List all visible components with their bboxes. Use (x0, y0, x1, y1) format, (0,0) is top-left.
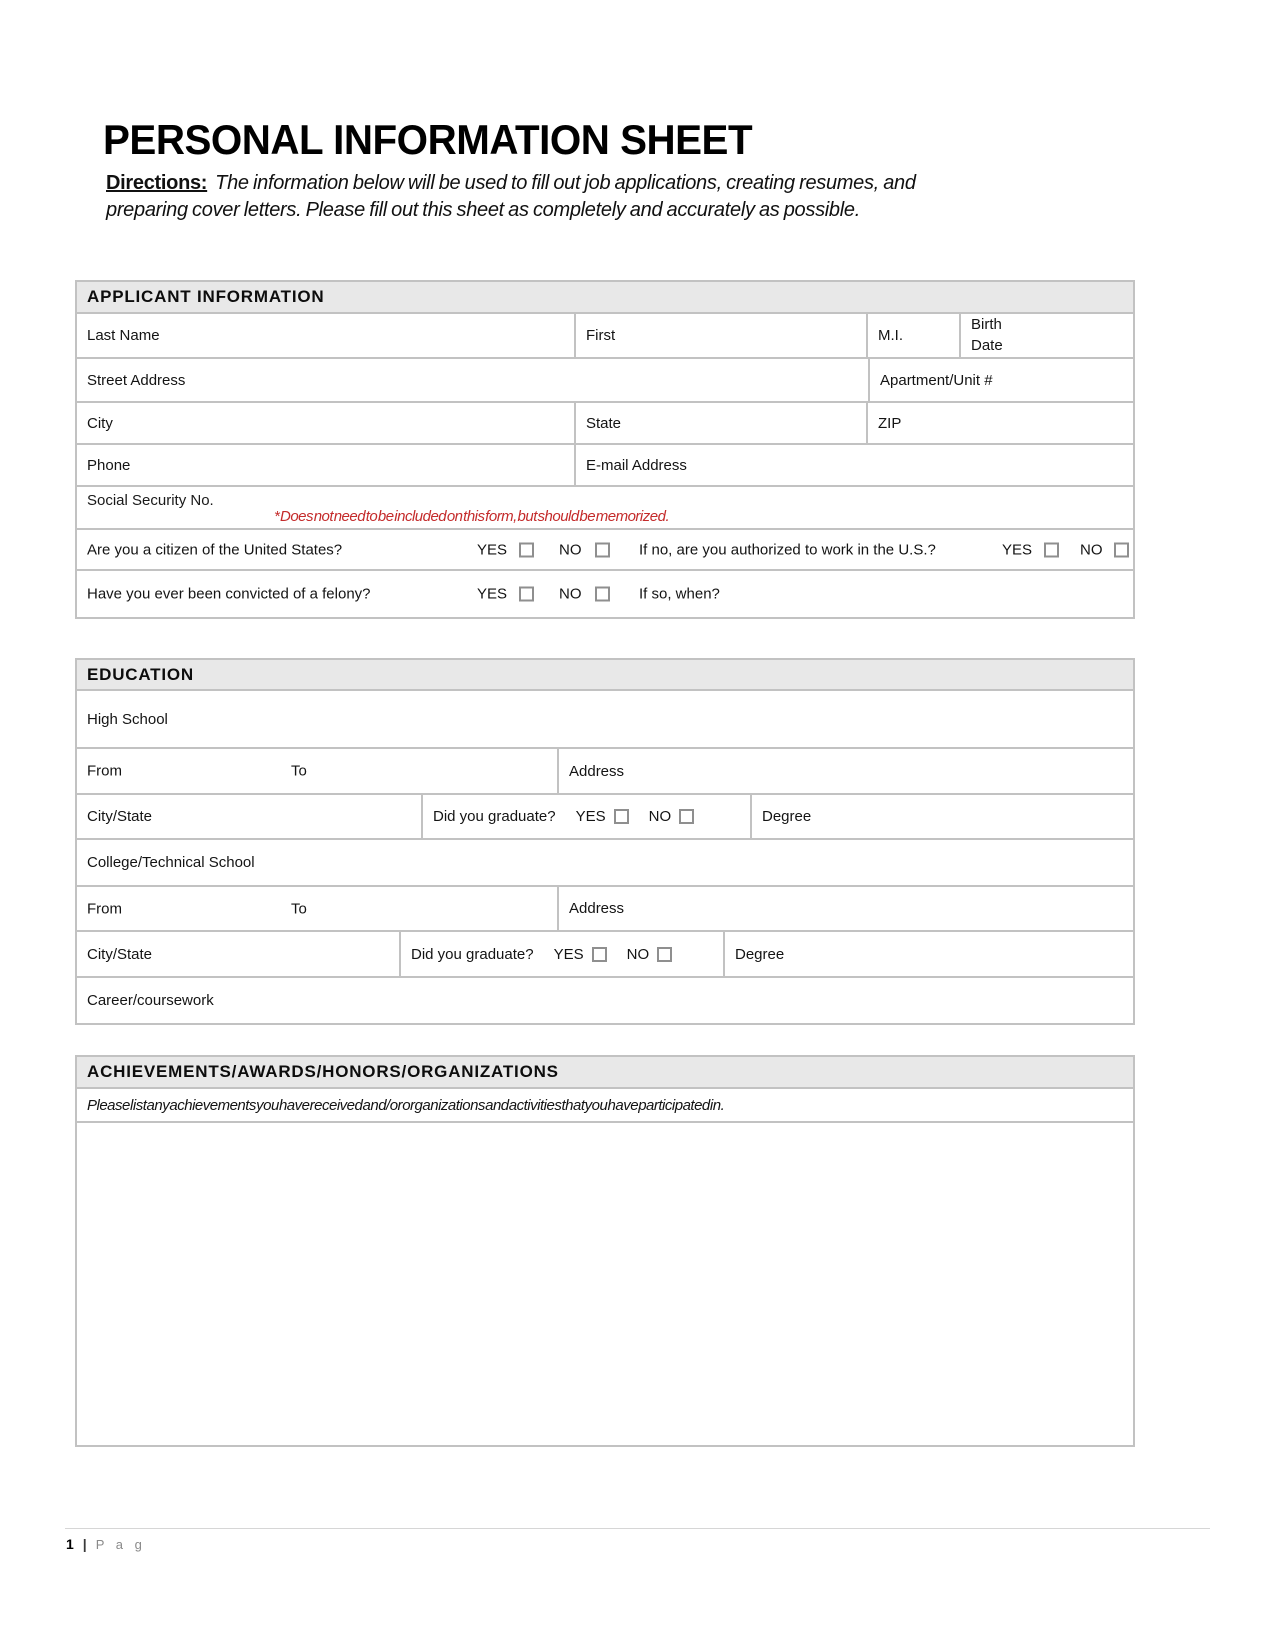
last-name-field[interactable] (77, 314, 574, 357)
hs-degree-label: Degree (762, 808, 812, 825)
high-school-row[interactable] (77, 689, 1133, 747)
street-address-row (77, 357, 1133, 401)
college-city-state-label: City/State (87, 945, 153, 963)
hs-graduate-yes-label: YES (575, 808, 606, 825)
citizen-yes-checkbox[interactable] (519, 542, 534, 557)
high-school-label: High School (87, 710, 168, 728)
felony-question-label: Have you ever been convicted of a felony? (87, 585, 371, 603)
college-graduate-question: Did you graduate? (411, 945, 534, 963)
achievements-section-header (77, 1057, 1133, 1087)
page-footer (66, 1536, 146, 1552)
street-address-field[interactable] (77, 359, 868, 401)
middle-initial-label: M.I. (878, 327, 903, 344)
footer-page-label: P a g (95, 1537, 146, 1552)
ssn-red-note: * Does not need to be included on this form, but should be memorized. (274, 508, 670, 525)
college-graduate-yes-checkbox[interactable] (592, 947, 607, 962)
hs-graduate-no-checkbox[interactable] (679, 809, 694, 824)
authorized-no-checkbox[interactable] (1114, 542, 1129, 557)
felony-yes-checkbox[interactable] (519, 587, 534, 602)
education-section-title: EDUCATION (87, 664, 194, 684)
high-school-field[interactable] (77, 691, 1133, 747)
education-section-header (77, 660, 1133, 689)
citizen-no-label: NO (559, 541, 582, 558)
footer-separator: | (82, 1536, 87, 1552)
hs-to-label: To (291, 762, 307, 780)
hs-city-state-label: City/State (87, 808, 153, 825)
hs-graduate-field (421, 795, 750, 838)
felony-yes-label: YES (477, 585, 508, 603)
achievement-empty-row[interactable] (77, 1353, 1133, 1399)
authorized-question-label: If no, are you authorized to work in the U.S.? (639, 541, 936, 558)
directions-paragraph (106, 170, 968, 224)
college-field[interactable] (77, 840, 1133, 885)
email-label: E-mail Address (586, 456, 687, 474)
hs-from-label: From (87, 762, 122, 780)
college-address-label: Address (569, 900, 625, 917)
achievement-empty-row[interactable] (77, 1215, 1133, 1261)
achievements-note-row (77, 1087, 1133, 1121)
email-field[interactable] (574, 445, 1133, 485)
state-label: State (586, 414, 622, 432)
hs-graduate-question: Did you graduate? (433, 808, 556, 825)
middle-initial-field[interactable] (866, 314, 959, 357)
career-coursework-row[interactable] (77, 976, 1133, 1023)
college-row[interactable] (77, 838, 1133, 885)
college-graduate-field (399, 932, 723, 976)
achievement-rows (77, 1121, 1133, 1445)
achievement-empty-row[interactable] (77, 1261, 1133, 1307)
phone-field[interactable] (77, 445, 574, 485)
achievement-empty-row[interactable] (77, 1399, 1133, 1445)
authorized-yes-label: YES (1002, 541, 1033, 558)
citizen-question-label: Are you a citizen of the United States? (87, 541, 343, 558)
college-graduate-no-checkbox[interactable] (657, 947, 672, 962)
college-graduate-no-label: NO (626, 945, 650, 963)
college-city-state-field[interactable] (77, 932, 399, 976)
page-title: PERSONAL INFORMATION SHEET (103, 116, 753, 163)
citizen-no-checkbox[interactable] (595, 542, 610, 557)
city-label: City (87, 414, 113, 432)
first-name-label: First (586, 327, 616, 344)
directions-text: The information below will be used to fill out job applications, creating resumes, and preparing cover letters. Please fill out this sheet as completely and accurately as possible. (106, 172, 916, 222)
hs-dates-address-row (77, 747, 1133, 793)
applicant-section-header (77, 282, 1133, 312)
authorized-no-label: NO (1080, 541, 1103, 558)
authorized-yes-checkbox[interactable] (1044, 542, 1059, 557)
college-degree-label: Degree (735, 945, 785, 963)
felony-followup-label: If so, when? (639, 585, 720, 603)
citizen-yes-label: YES (477, 541, 508, 558)
felony-no-checkbox[interactable] (595, 587, 610, 602)
career-coursework-field[interactable] (77, 978, 1133, 1023)
hs-address-label: Address (569, 762, 625, 780)
apartment-unit-label: Apartment/Unit # (880, 371, 993, 389)
hs-citystate-grad-row (77, 793, 1133, 838)
last-name-label: Last Name (87, 327, 160, 344)
footer-page-number: 1 (66, 1536, 74, 1552)
college-address-field[interactable] (557, 887, 1133, 930)
applicant-information-table (75, 280, 1135, 619)
city-state-zip-row (77, 401, 1133, 443)
achievements-section-title: ACHIEVEMENTS/AWARDS/HONORS/ORGANIZATIONS (87, 1062, 559, 1081)
hs-address-field[interactable] (557, 749, 1133, 793)
college-label: College/Technical School (87, 854, 255, 871)
street-address-label: Street Address (87, 371, 186, 389)
hs-degree-field[interactable] (750, 795, 1133, 838)
college-from-label: From (87, 900, 122, 917)
name-row (77, 312, 1133, 357)
city-field[interactable] (77, 403, 574, 443)
college-dates-address-row (77, 885, 1133, 930)
achievement-empty-row[interactable] (77, 1307, 1133, 1353)
directions-label: Directions: (106, 172, 208, 194)
birth-date-field[interactable] (959, 314, 1133, 357)
college-citystate-grad-row (77, 930, 1133, 976)
career-coursework-label: Career/coursework (87, 992, 214, 1009)
college-to-label: To (291, 900, 307, 917)
achievement-empty-row[interactable] (77, 1169, 1133, 1215)
education-table (75, 658, 1135, 1025)
footer-divider (65, 1528, 1210, 1529)
hs-city-state-field[interactable] (77, 795, 421, 838)
hs-graduate-yes-checkbox[interactable] (614, 809, 629, 824)
hs-from-to-field[interactable] (77, 749, 557, 793)
phone-label: Phone (87, 456, 131, 474)
felony-question-row (77, 569, 1133, 617)
hs-graduate-no-label: NO (648, 808, 672, 825)
college-graduate-yes-label: YES (553, 945, 584, 963)
applicant-section-title: APPLICANT INFORMATION (87, 287, 325, 306)
first-name-field[interactable] (574, 314, 866, 357)
zip-label: ZIP (878, 414, 902, 432)
state-field[interactable] (574, 403, 866, 443)
ssn-row[interactable] (77, 485, 1133, 528)
achievement-empty-row[interactable] (77, 1123, 1133, 1169)
felony-no-label: NO (559, 585, 582, 603)
birth-date-label: Birth Date (971, 316, 1003, 354)
achievements-table (75, 1055, 1135, 1447)
citizen-question-row (77, 528, 1133, 569)
ssn-label: Social Security No. (87, 492, 214, 509)
achievements-note: Please list any achievements you have received and/or organizations and activities that you have participated in. (87, 1096, 725, 1114)
college-degree-field[interactable] (723, 932, 1133, 976)
zip-field[interactable] (866, 403, 1133, 443)
college-from-to-field[interactable] (77, 887, 557, 930)
apartment-unit-field[interactable] (868, 359, 1133, 401)
phone-email-row (77, 443, 1133, 485)
